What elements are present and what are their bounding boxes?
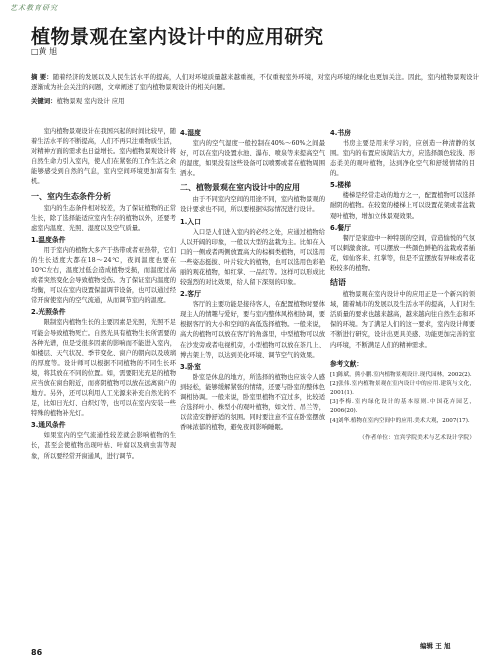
subsection-heading: 1.入口 bbox=[180, 217, 201, 226]
reference-item: [1]陈斌，熊小鹏.室内植物景观设计.现代园林，2002(2). bbox=[330, 371, 472, 378]
section-heading: 结语 bbox=[330, 278, 346, 288]
paragraph: 入口是人们进入室内的必经之处，应通过植物给人以开阔的印象，一般以大型的盆栽为主。比如在入口的一侧或者两侧放置高大的棕榈类植物，可以选用一些姿态挺拔、叶片较大的植物，也可以选用色彩艳丽的观花植物，如红掌、一品红等。这样可以形成比较强烈的对比效果，给人留下深刻的印象。 bbox=[180, 228, 325, 287]
abstract-label: 摘 要： bbox=[31, 73, 53, 81]
subsection-heading: 5.楼梯 bbox=[330, 181, 351, 190]
page-number: 86 bbox=[31, 648, 43, 657]
paragraph: 由于不同室内空间的用途不同，室内植物景观的设计要求也不同，所以要根据实际情况进行设计。 bbox=[180, 196, 325, 214]
paragraph: 客厅的主要功能是接待客人，在配置植物时要体现主人的情趣与爱好，要与室内整体风格相协调，要根据客厅的大小和空间的高低选择植物。一般来说，高大的植物可以放在客厅的角落里，中型植物可以放在沙发旁或者电视机旁，小型植物可以放在茶几上、博古架上等，以达到美化环境、调节空气的效果。 bbox=[180, 301, 325, 359]
paragraph: 卧室是休息的地方，所选择的植物也应该令人感到轻松，能够缓解紧张的情绪，还要与卧室的整体色调相协调。一般来说，卧室里植物不宜过多，比较适合选择叶小、株型小的观叶植物，如文竹、吊兰等，以营造安静舒适的氛围。同时要注意不宜在卧室摆放香味浓郁的植物，避免夜间影响睡眠。 bbox=[180, 373, 325, 432]
body-column-2 bbox=[180, 127, 325, 647]
references-heading: 参考文献： bbox=[330, 359, 363, 368]
abstract-text: 随着经济的发展以及人民生活水平的提高，人们对环境质量越来越重视，不仅重视室外环境，对室内环境的绿化也更加关注。因此，室内植物景观设计逐渐成为社会关注的问题，文章阐述了室内植物景观设计的相关问题。 bbox=[31, 73, 479, 91]
subsection-heading: 2.客厅 bbox=[180, 290, 201, 299]
keywords bbox=[31, 96, 479, 106]
keywords-text: 植物景观 室内设计 应用 bbox=[56, 97, 125, 105]
article-title: 植物景观在室内设计中的应用研究 bbox=[31, 26, 324, 48]
subsection-heading: 2.光照条件 bbox=[31, 308, 66, 317]
paragraph: 餐厅是家庭中一种特别的空间，营造愉悦的气氛可以刺激食欲。可以摆放一些颜色鲜艳的盆栽或者插花，如仙客来、红掌等，但是不宜摆放有异味或者花粉较多的植物。 bbox=[330, 234, 475, 272]
paragraph: 植物景观在室内设计中的应用正是一个新兴的领域，随着城市的发展以及生活水平的提高，人们对生活质量的要求也越来越高，越来越向往自然生态和环保的环境。为了满足人们的这一要求，室内设计师要不断进行研究，设计出更具美感、功能更加完善的室内环境，不断满足人们的精神需求。 bbox=[330, 291, 475, 349]
journal-logo: 艺术教育研究 bbox=[10, 4, 58, 12]
reference-item: [2]张伟.室内植物景观在室内设计中的应用.建筑与文化，2001(1). bbox=[330, 381, 475, 396]
article-author: □黄 旭 bbox=[31, 47, 58, 56]
paragraph: 室内的空气湿度一般控制在40%～60%之间最好，可以在室内设置水池、瀑布、喷泉等来提高空气的湿度，如果没有这些设备可以喷雾或者在植物周围洒水。 bbox=[180, 140, 325, 178]
author-affiliation: （作者单位：宜宾学院美术与艺术设计学院） bbox=[359, 435, 475, 442]
paragraph: 室内植物景观设计在我国兴起的时间比较早，随着生活水平的不断提高，人们不再只注重物质生活，对精神方面的需求也日益增长。室内植物景观设计将自然生命力引入室内，使人们在紧张的工作生活之余能够感受到自然的气息，室内空间环境更加富有生机。 bbox=[31, 128, 176, 186]
reference-item: [3]李梅.室内绿化设计的基本原则.中国花卉园艺，2006(20). bbox=[330, 399, 475, 415]
abstract bbox=[31, 72, 479, 92]
keywords-label: 关键词： bbox=[31, 97, 57, 105]
paragraph: 楼梯是经常走动的地方之一，配置植物可以选择耐阴的植物。在较宽的楼梯上可以设置花架或者盆栽观叶植物，增加立体景观效果。 bbox=[330, 192, 475, 220]
subsection-heading: 3.通风条件 bbox=[31, 421, 66, 430]
subsection-heading: 6.餐厅 bbox=[330, 223, 351, 232]
subsection-heading: 1.温度条件 bbox=[31, 235, 66, 244]
reference-item: [4]刘华.植物在室内空间中的应用.美术大观，2007(17). bbox=[330, 417, 470, 424]
section-heading: 一、室内生态条件分析 bbox=[31, 191, 111, 201]
body-column-3 bbox=[330, 127, 475, 647]
subsection-heading: 4.书房 bbox=[330, 129, 351, 137]
body-column-1 bbox=[31, 127, 176, 647]
editor-credit: 编辑 王 旭 bbox=[420, 642, 451, 650]
section-heading: 二、植物景观在室内设计中的应用 bbox=[180, 183, 300, 193]
paragraph: 室内的生态条件相对较差，为了保证植物的正常生长，除了选择能适应室内生存的植物以外，还要考虑室内温度、光照、湿度以及空气质量。 bbox=[31, 204, 176, 232]
paragraph: 用于室内的植物大多产于热带或者亚热带，它们的生长适度大都在18～24℃，夜间温度也要在10℃左右，温度过低会造成植物受损，而温度过高或者突然变化会导致植物受伤。为了保证室内温度的均衡，可以在室内设置保温调节设备，也可以通过经常开窗使室内的空气流通，从而调节室内的温度。 bbox=[31, 246, 176, 305]
subsection-heading: 4.湿度 bbox=[180, 129, 201, 137]
paragraph: 如果室内的空气流通性较差就会影响植物的生长，甚至会使植物出现叶枯、叶腐以及病虫害等现象，所以要经常开窗通风，进行调节。 bbox=[31, 432, 176, 460]
subsection-heading: 3.卧室 bbox=[180, 362, 201, 371]
paragraph: 书房主要是用来学习的，应创造一种清静的氛围。室内的布置应该简洁大方，应选择颜色较浅、形态柔美的观叶植物，达到净化空气和舒缓情绪的目的。 bbox=[330, 140, 475, 178]
paragraph: 限制室内植物生长的主要因素是光照，光照不足可能会导致植物死亡。自然光具有植物生长所需要的各种光谱，但是受很多因素的影响而不能进入室内，如楼层、天气状况、季节变化、窗户的朝向以及玻璃的厚度等。设计师可以根据不同植物的不同生长环境，将其放在不同的位置。如，需要阳光充足的植物应当放在窗台附近，而喜阴植物可以放在远离窗户的地方。另外，还可以利用人工光源来补充自然光的不足，比如日光灯、白炽灯等，也可以在室内安装一些特殊的植物补光灯。 bbox=[31, 319, 176, 418]
